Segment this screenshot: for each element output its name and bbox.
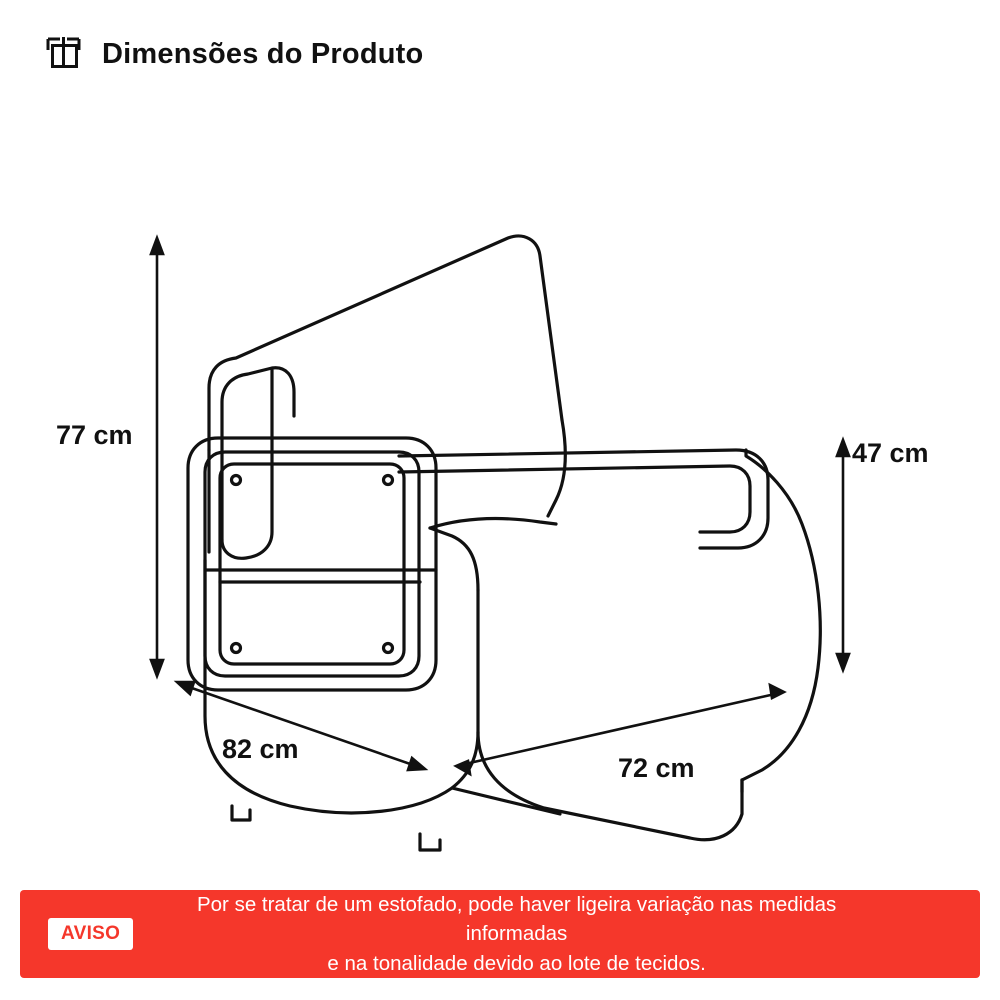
notice-badge: AVISO bbox=[48, 918, 133, 950]
armchair-illustration bbox=[0, 120, 1000, 860]
page-header bbox=[44, 34, 423, 74]
notice-text bbox=[151, 890, 952, 977]
dimension-label-seat-height: 47 cm bbox=[852, 438, 929, 468]
product-dimensions-icon bbox=[44, 34, 84, 74]
notice-text-line-2: e na tonalidade devido ao lote de tecidos. bbox=[327, 951, 706, 975]
dimension-label-width: 82 cm bbox=[222, 734, 299, 764]
notice-banner bbox=[20, 890, 980, 978]
dimension-label-height: 77 cm bbox=[56, 420, 133, 450]
dimension-label-depth: 72 cm bbox=[618, 753, 695, 783]
notice-text-line-1: Por se tratar de um estofado, pode haver ligeira variação nas medidas informadas bbox=[196, 893, 837, 946]
armchair-dimension-drawing bbox=[0, 120, 1000, 860]
page-title: Dimensões do Produto bbox=[102, 37, 424, 70]
